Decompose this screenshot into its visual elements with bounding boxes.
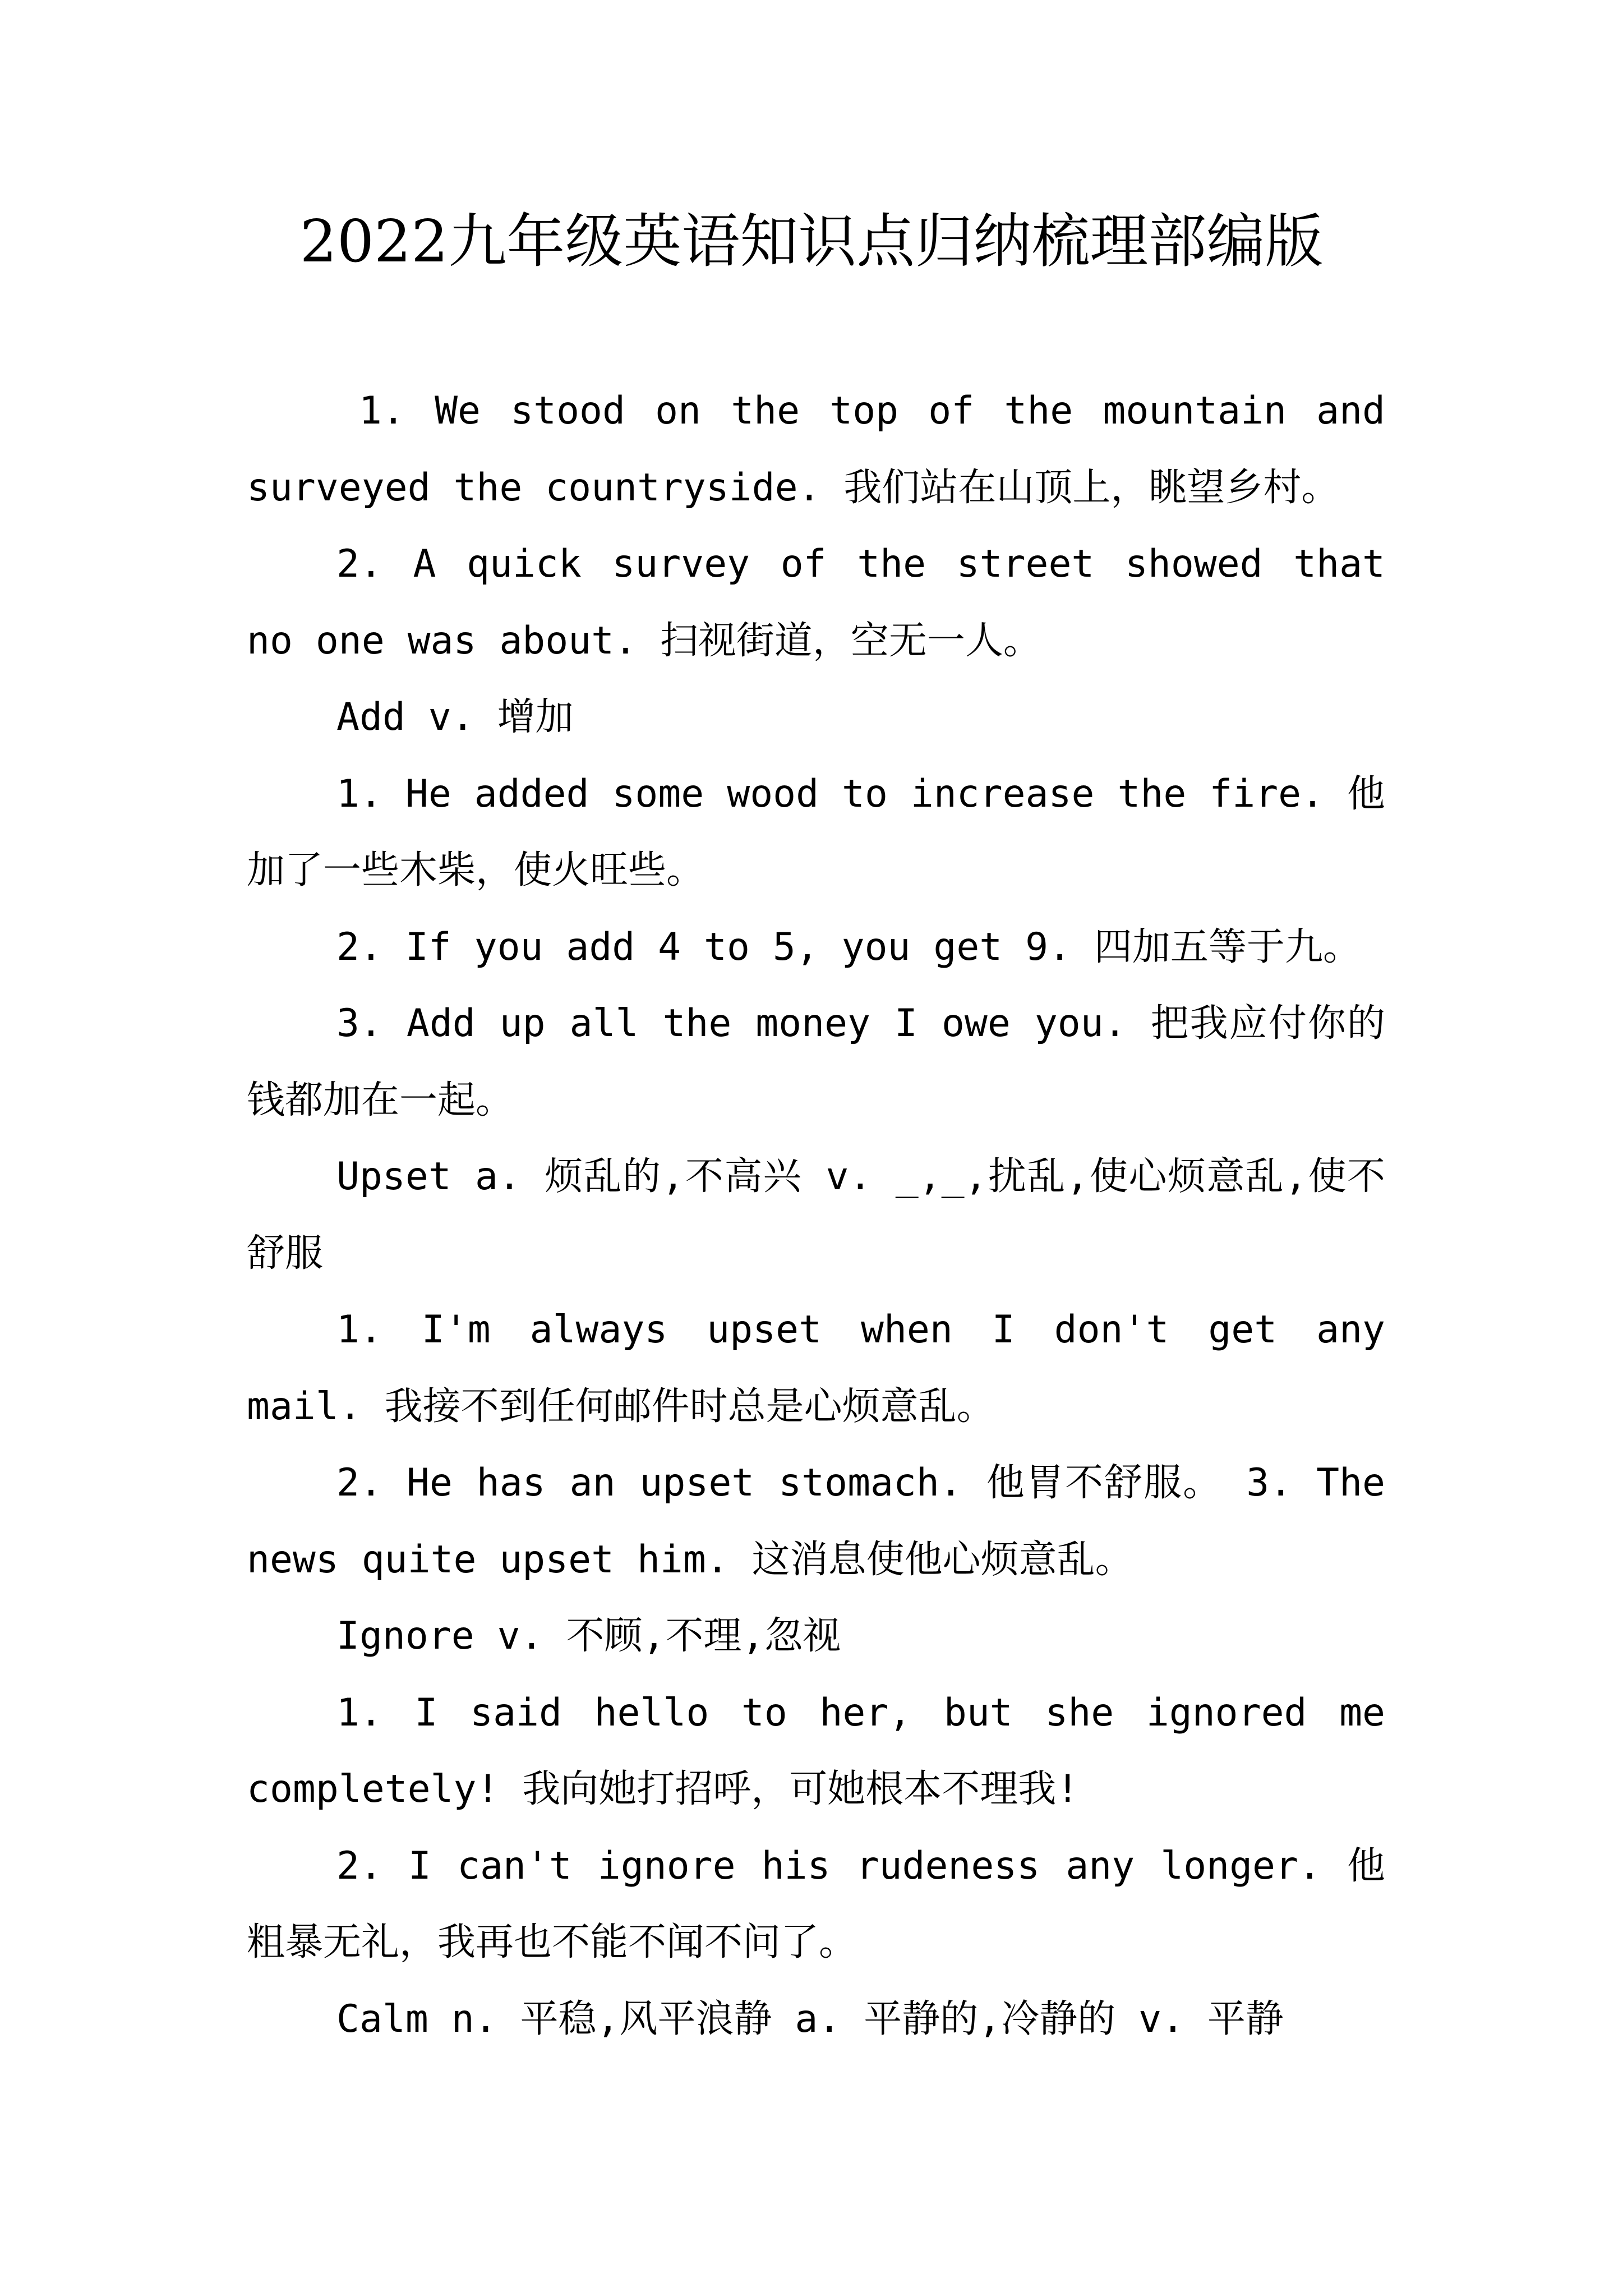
paragraph-survey-example-2: 2. A quick survey of the street showed that no one was about. 扫视街道，空无一人。 [247, 542, 1385, 663]
paragraph-ignore-example-1: 1. I said hello to her, but she ignored me completely! 我向她打招呼，可她根本不理我! [247, 1690, 1385, 1811]
page-title: 2022九年级英语知识点归纳梳理部编版 [299, 207, 1324, 275]
paragraph-upset-example-1: 1. I'm always upset when I don't get any mail. 我接不到任何邮件时总是心烦意乱。 [247, 1308, 1385, 1429]
paragraph-calm-heading: Calm n. 平稳,风平浪静 a. 平静的,冷静的 v. 平静 [336, 1996, 1284, 2041]
paragraph-ignore-example-2: 2. I can't ignore his rudeness any longer. 他粗暴无礼，我再也不能不闻不问了。 [247, 1843, 1385, 1964]
paragraph-add-example-3: 3. Add up all the money I owe you. 把我应付你的钱都加在一起。 [247, 1001, 1385, 1122]
paragraph-add-heading: Add v. 增加 [336, 695, 574, 739]
paragraph-ignore-heading: Ignore v. 不顾,不理,忽视 [336, 1614, 841, 1658]
paragraph-survey-example-1: 1. We stood on the top of the mountain and surveyed the countryside. 我们站在山顶上，眺望乡村。 [247, 389, 1385, 510]
paragraph-upset-heading: Upset a. 烦乱的,不高兴 v. _,_,扰乱,使心烦意乱,使不舒服 [247, 1154, 1385, 1276]
paragraph-add-example-2: 2. If you add 4 to 5, you get 9. 四加五等于九。 [336, 924, 1362, 969]
document-body [247, 373, 1385, 2058]
paragraph-add-example-1: 1. He added some wood to increase the fire. 他加了一些木柴，使火旺些。 [247, 771, 1385, 892]
paragraph-upset-example-2: 2. He has an upset stomach. 他胃不舒服。 3. The news quite upset him. 这消息使他心烦意乱。 [247, 1461, 1385, 1582]
